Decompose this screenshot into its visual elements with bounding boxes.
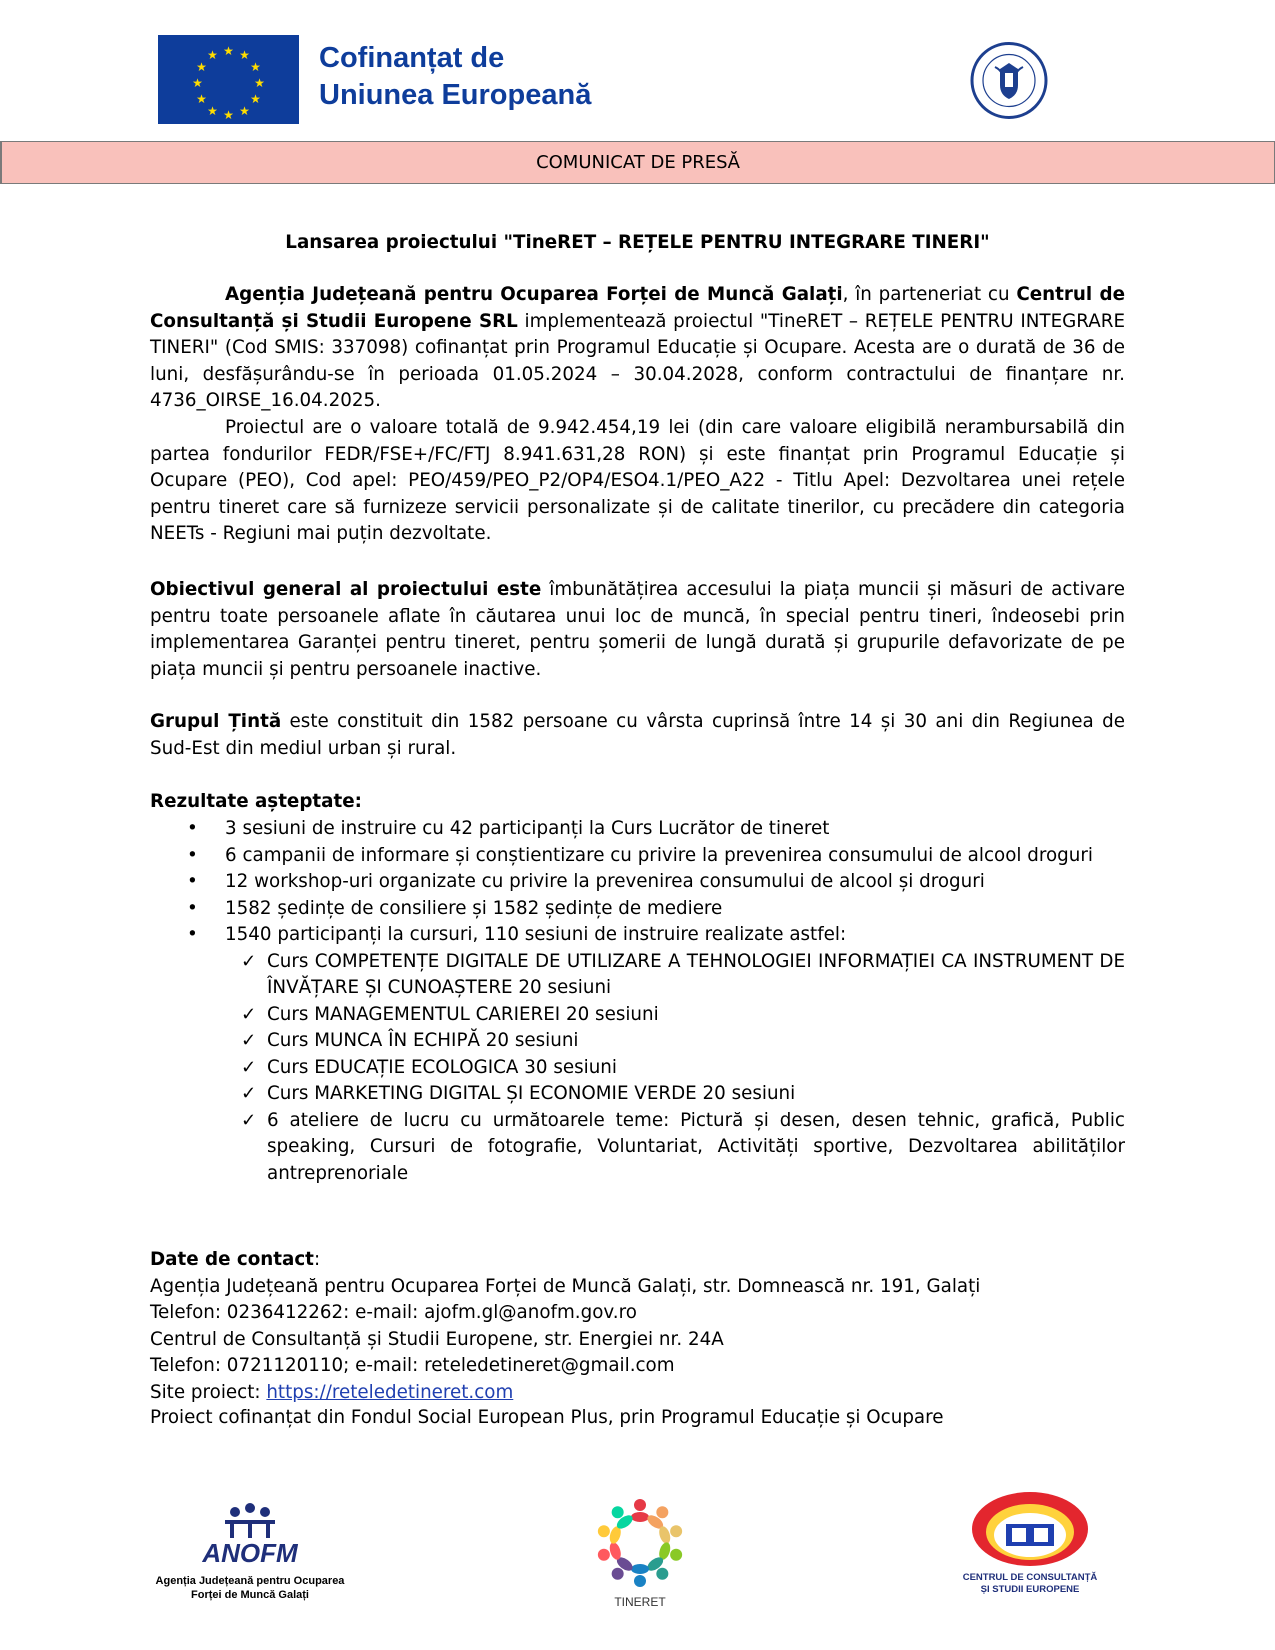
ccse-caption	[945, 1572, 1115, 1596]
project-site-link[interactable]: https://reteledetineret.com	[266, 1381, 514, 1403]
ccse-emblem-icon	[970, 1490, 1090, 1568]
list-item	[150, 896, 1125, 923]
list-item	[150, 869, 1125, 896]
svg-text:★: ★	[239, 104, 250, 118]
sub-list-item	[225, 949, 1125, 1002]
result-text: 3 sesiuni de instruire cu 42 participanți la Curs Lucrător de tineret	[225, 818, 830, 839]
sub-list-item	[225, 1108, 1125, 1188]
checkmark-icon: ✓	[241, 1109, 257, 1131]
bullet-icon: •	[187, 897, 198, 919]
figure-head	[598, 1549, 610, 1561]
ccse-caption-line2: ȘI STUDII EUROPENE	[980, 1584, 1080, 1595]
svg-text:★: ★	[196, 60, 207, 74]
anofm-wordmark: ANOFM	[202, 1538, 298, 1568]
svg-text:★: ★	[207, 104, 218, 118]
checkmark-icon: ✓	[241, 1030, 257, 1051]
people-circle-icon	[592, 1495, 688, 1591]
contact-heading-line	[150, 1247, 1125, 1274]
result-text: 1582 ședințe de consiliere și 1582 ședințe de mediere	[225, 897, 723, 919]
anofm-people-icon	[175, 1500, 325, 1570]
figure-body	[631, 1564, 649, 1574]
svg-text:★: ★	[223, 44, 234, 58]
figure-head	[670, 1525, 682, 1537]
site-label: Site proiect:	[150, 1381, 267, 1403]
checkmark-icon: ✓	[241, 1056, 257, 1078]
funding-paragraph: Proiectul are o valoare totală de 9.942.454,19 lei (din care valoare eligibilă nerambursabilă din partea fondurilor FEDR/FSE+/FC/FTJ 8.941.631,28 RON) și este finanțat prin Programul Educație și Ocupare (PEO), Cod apel: PEO/459/PEO_P2/OP4/ESO4.1/PEO_A22 - Titlu Apel: Dezvoltarea unei rețele pentru tineret care să furnizeze servicii personalizate și de calitate tinerilor, cu precădere din categoria NEETs - Regiuni mai puțin dezvoltate.	[150, 417, 1125, 544]
svg-text:★: ★	[239, 48, 250, 62]
contact-heading: Date de contact	[150, 1249, 314, 1270]
eu-stars-icon	[158, 35, 299, 124]
figure-head	[612, 1568, 624, 1580]
eu-label-line2: Uniunea Europeană	[319, 79, 592, 111]
figure-head	[612, 1506, 624, 1518]
contact-site-line	[150, 1380, 1125, 1407]
result-text: 12 workshop-uri organizate cu privire la prevenirea consumului de alcool și droguri	[225, 871, 985, 892]
list-item	[150, 816, 1125, 843]
result-text: 6 campanii de informare și conștientizare cu privire la prevenirea consumului de alcool droguri	[225, 844, 1093, 866]
course-text: Curs EDUCAȚIE ECOLOGICA 30 sesiuni	[267, 1056, 617, 1078]
figure-head	[634, 1575, 646, 1587]
contact-ccse-address: Centrul de Consultanță și Studii Europene, str. Energiei nr. 24A	[150, 1328, 724, 1350]
svg-text:★: ★	[207, 48, 218, 62]
sub-list-item	[225, 1055, 1125, 1082]
figure-head	[656, 1568, 668, 1580]
svg-text:★: ★	[223, 108, 234, 122]
list-item	[150, 922, 1125, 1187]
bullet-icon: •	[187, 818, 198, 839]
eu-cofinancing-label	[319, 40, 591, 114]
svg-text:★: ★	[192, 76, 203, 90]
intro-paragraph	[150, 282, 1125, 415]
anofm-caption-line1: Agenția Județeană pentru Ocuparea	[155, 1575, 345, 1587]
anofm-caption-line2: Forței de Muncă Galați	[191, 1589, 309, 1601]
ajofm-name: Agenția Județeană pentru Ocuparea Forței de Muncă Galați	[225, 284, 843, 305]
contact-section	[150, 1247, 1125, 1406]
checkmark-icon: ✓	[241, 950, 257, 972]
ccse-logo	[945, 1490, 1115, 1605]
objective-paragraph	[150, 577, 1125, 683]
figure-head	[634, 1499, 646, 1511]
intro-text-1: , în parteneriat cu	[842, 284, 1017, 305]
target-group-heading: Grupul Țintă	[150, 711, 282, 732]
course-text: Curs MUNCA ÎN ECHIPĂ 20 sesiuni	[267, 1030, 579, 1051]
result-text: 1540 participanți la cursuri, 110 sesiuni de instruire realizate astfel:	[225, 924, 847, 945]
figure-head	[670, 1549, 682, 1561]
results-list	[150, 816, 1125, 1187]
target-group-text: este constituit din 1582 persoane cu vârsta cuprinsă între 14 și 30 ani din Regiunea de Sud-Est din mediul urban și rural.	[150, 711, 1125, 759]
contact-heading-colon: :	[313, 1249, 321, 1270]
contact-ajofm-address: Agenția Județeană pentru Ocuparea Forței de Muncă Galați, str. Domnească nr. 191, Galați	[150, 1275, 981, 1297]
ccse-name: Centrul de Consultanță și Studii Europene SRL	[150, 284, 1125, 332]
courses-sublist	[225, 949, 1125, 1188]
course-text: Curs COMPETENȚE DIGITALE DE UTILIZARE A TEHNOLOGIEI INFORMAȚIEI CA INSTRUMENT DE ÎNVĂȚARE ȘI CUNOAȘTERE 20 sesiuni	[267, 950, 1125, 998]
bullet-icon: •	[187, 871, 198, 892]
intro-text-2: implementează proiectul "TineRET – REȚELE PENTRU INTEGRARE TINERI" (Cod SMIS: 337098) cofinanțat prin Programul Educație și Ocupare. Acesta are o durată de 36 de luni, desfășurându-se în perioada 01.05.2024 – 30.04.2028, conform contractului de finanțare nr. 4736_OIRSE_16.04.2025.	[150, 310, 1125, 411]
target-group-paragraph	[150, 709, 1125, 762]
eu-flag-logo	[158, 35, 299, 124]
contact-ccse-phone-email: Telefon: 0721120110; e-mail: reteledetineret@gmail.com	[150, 1355, 675, 1376]
objective-heading: Obiectivul general al proiectului este	[150, 579, 542, 600]
tineret-logo	[590, 1495, 690, 1610]
svg-text:★: ★	[254, 76, 265, 90]
results-heading: Rezultate așteptate:	[150, 791, 362, 812]
figure-head	[656, 1506, 668, 1518]
svg-text:★: ★	[196, 92, 207, 106]
svg-text:★: ★	[250, 60, 261, 74]
list-item	[150, 843, 1125, 870]
anofm-caption	[150, 1574, 350, 1602]
checkmark-icon: ✓	[241, 1083, 257, 1104]
course-text: 6 ateliere de lucru cu următoarele teme: Pictură și desen, desen tehnic, grafică, Public speaking, Cursuri de fotografie, Voluntariat, Activități sportive, Dezvoltarea abilităților antreprenoriale	[267, 1109, 1125, 1184]
government-seal-logo	[970, 33, 1048, 128]
bullet-icon: •	[187, 844, 198, 866]
objective-text: îmbunătățirea accesului la piața muncii și măsuri de activare pentru toate persoanele aflate în căutarea unui loc de muncă, în special pentru tineri, îndeosebi prin implementarea Garanței pentru tineret, pentru șomerii de lungă durată și grupurile defavorizate de pe piața muncii și pentru persoanele inactive.	[150, 579, 1125, 680]
tineret-wordmark: TINERET	[614, 1595, 666, 1609]
course-text: Curs MARKETING DIGITAL ȘI ECONOMIE VERDE 20 sesiuni	[267, 1083, 796, 1104]
contact-ajofm-phone-email: Telefon: 0236412262: e-mail: ajofm.gl@anofm.gov.ro	[150, 1302, 637, 1323]
ccse-caption-line1: CENTRUL DE CONSULTANȚĂ	[962, 1572, 1098, 1583]
bullet-icon: •	[187, 924, 198, 945]
coat-of-arms-icon	[970, 33, 1048, 128]
document-title: Lansarea proiectului "TineRET – REȚELE PENTRU INTEGRARE TINERI"	[285, 232, 990, 253]
footer-note: Proiect cofinanțat din Fondul Social European Plus, prin Programul Educație și Ocupare	[150, 1407, 944, 1428]
eu-label-line1: Cofinanțat de	[319, 42, 505, 74]
sub-list-item	[225, 1002, 1125, 1029]
figure-body	[631, 1512, 649, 1522]
figure-head	[598, 1525, 610, 1537]
anofm-logo	[150, 1500, 350, 1610]
sub-list-item	[225, 1081, 1125, 1108]
press-release-banner: COMUNICAT DE PRESĂ	[0, 141, 1275, 184]
svg-text:★: ★	[250, 92, 261, 106]
checkmark-icon: ✓	[241, 1003, 257, 1025]
course-text: Curs MANAGEMENTUL CARIEREI 20 sesiuni	[267, 1003, 659, 1025]
sub-list-item	[225, 1028, 1125, 1055]
